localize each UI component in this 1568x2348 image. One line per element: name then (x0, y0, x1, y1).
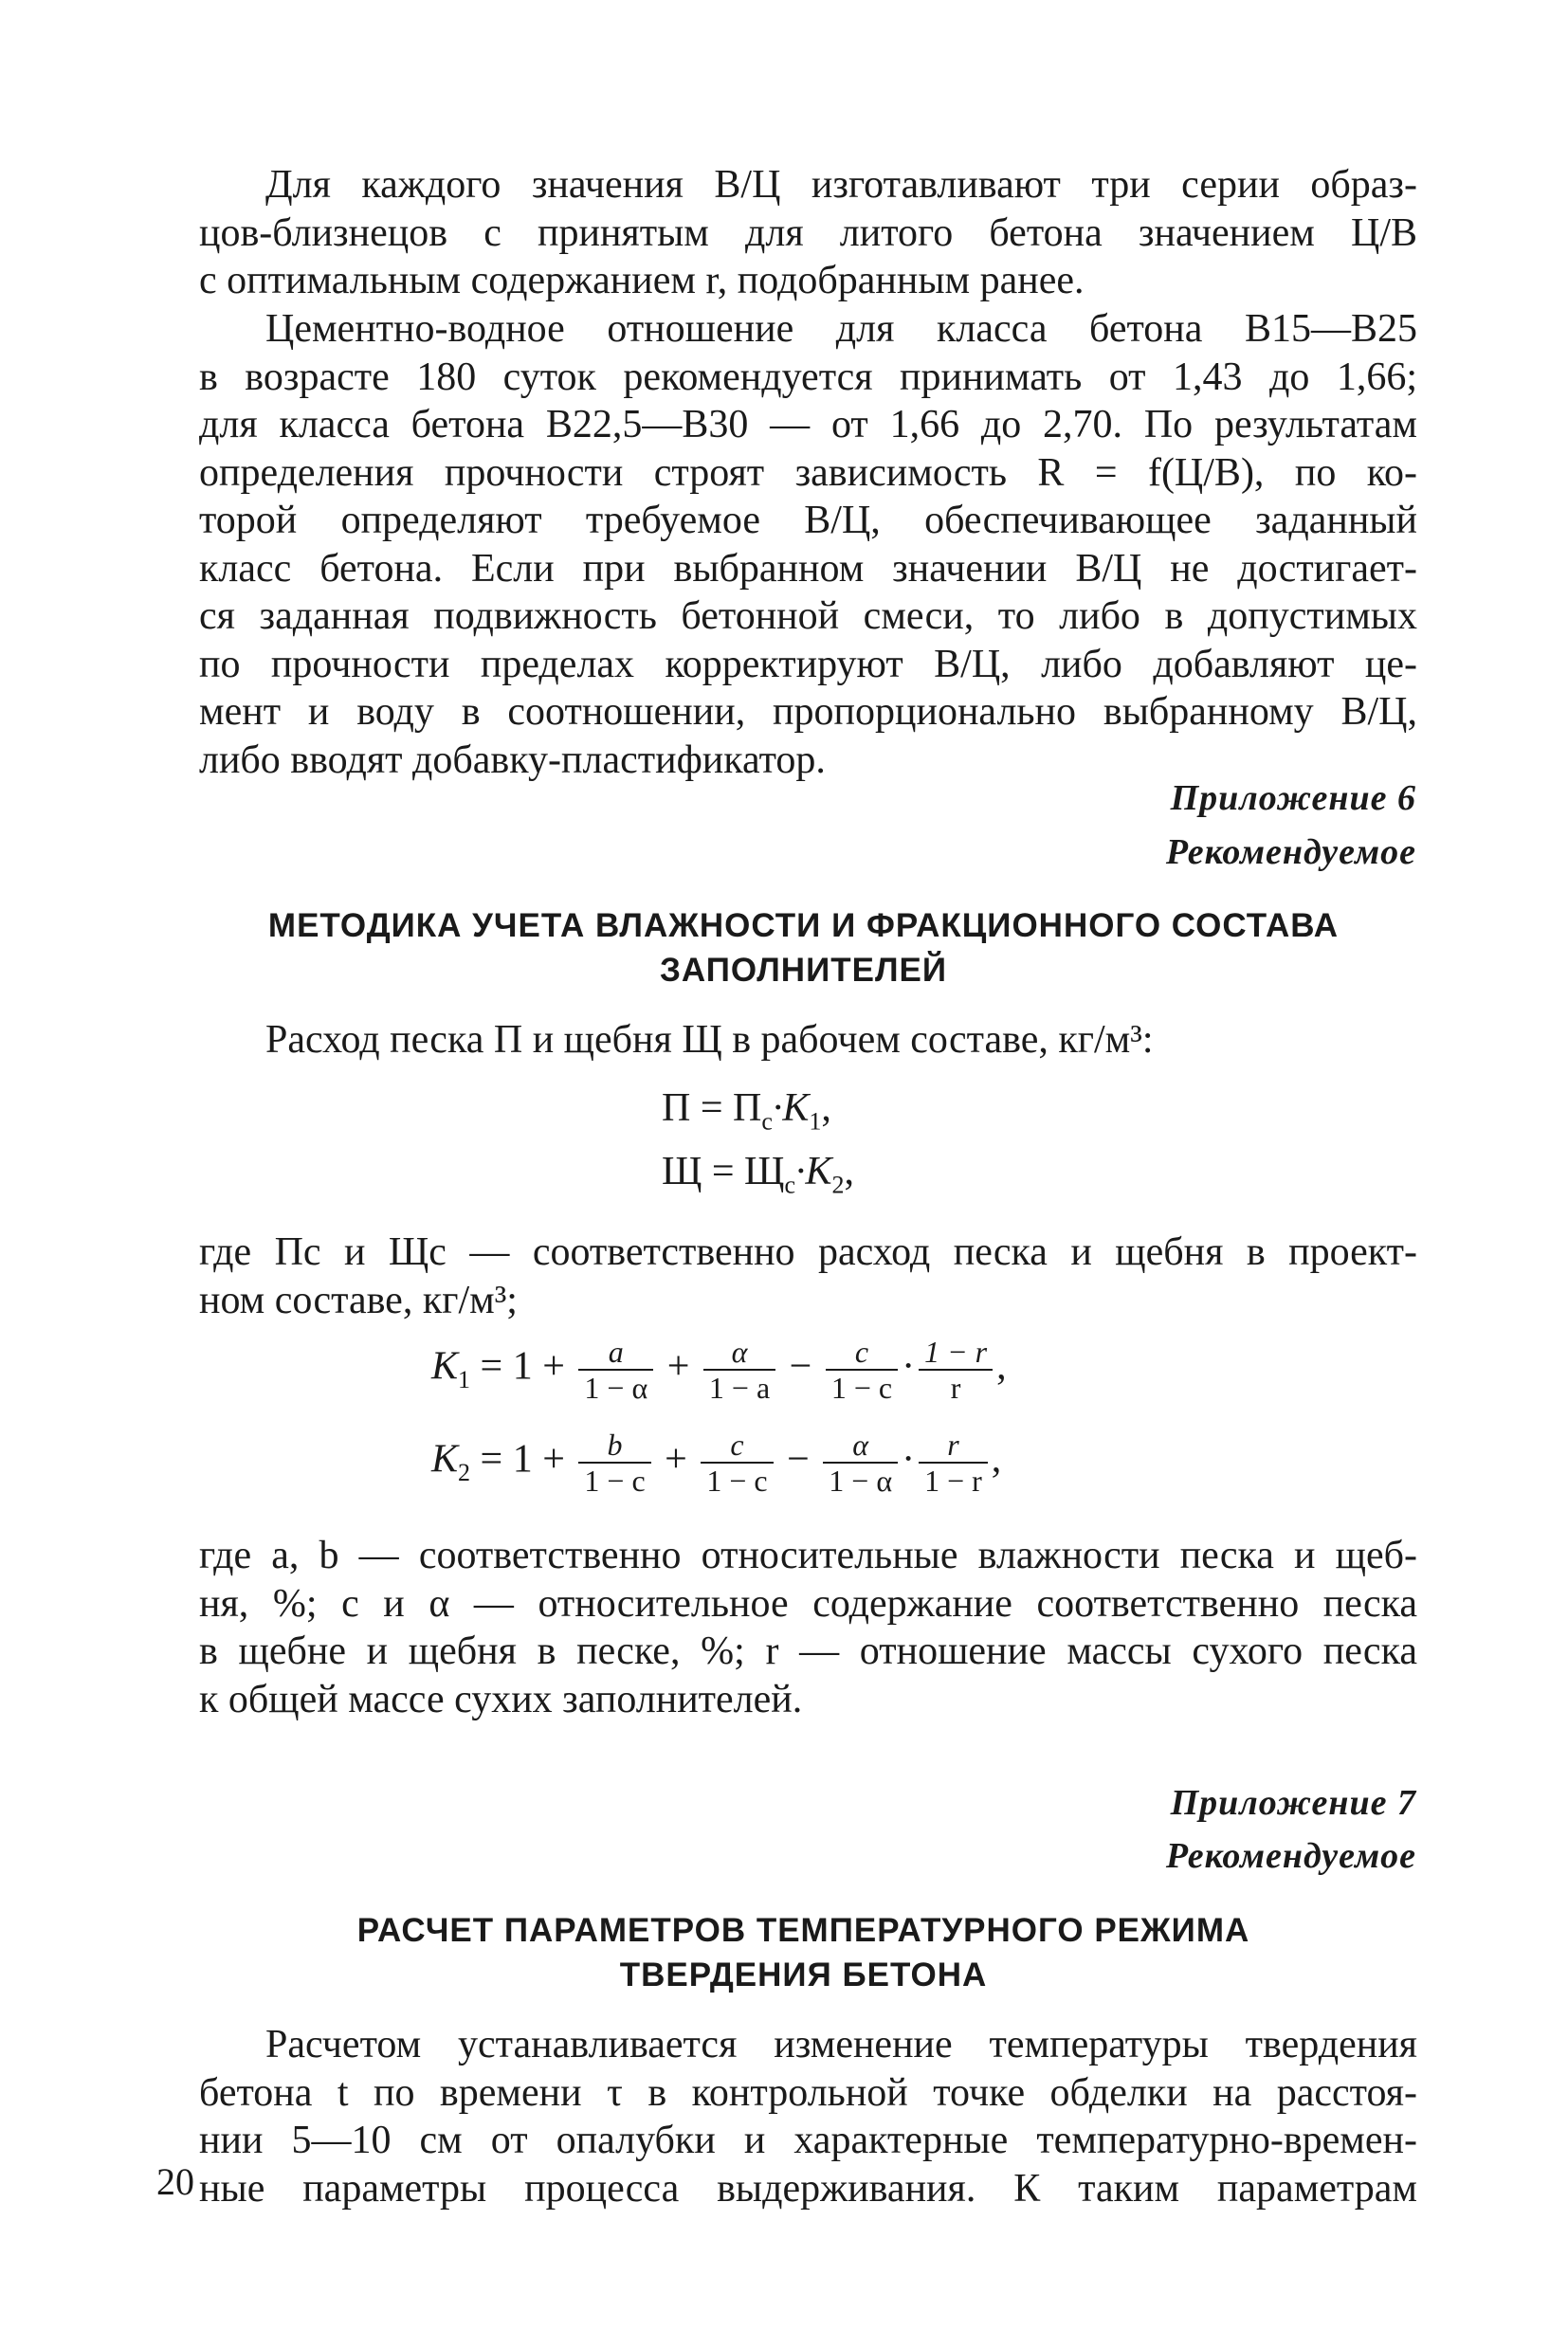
fraction (703, 1335, 775, 1405)
appendix-7-label: Приложение 7 (1170, 1783, 1416, 1823)
formula-text: , (996, 1344, 1007, 1389)
text-line: ном составе, кг/м³; (199, 1278, 518, 1322)
formula-subscript: с (784, 1171, 795, 1199)
fraction-denominator: 1 − c (826, 1369, 898, 1405)
formula-text: = 1 + (480, 1344, 565, 1389)
formula-text: , (991, 1437, 1002, 1482)
formula-text: , (821, 1086, 831, 1130)
appendix-6-title (180, 903, 1427, 992)
text-line: класс бетона. Если при выбранном значении В/Ц не достигает- (199, 546, 1417, 591)
fraction-denominator: 1 − α (578, 1369, 653, 1405)
title-line: МЕТОДИКА УЧЕТА ВЛАЖНОСТИ И ФРАКЦИОННОГО СОСТАВА (267, 907, 1340, 944)
appendix-6-intro (199, 1016, 1417, 1065)
formula-text: = 1 + (480, 1437, 565, 1482)
fraction-numerator: r (947, 1428, 959, 1462)
formula-subscript: 1 (458, 1366, 471, 1394)
fraction-numerator: 1 − r (924, 1335, 988, 1369)
formula-subscript: 2 (458, 1459, 471, 1487)
appendix-7-status: Рекомендуемое (1165, 1836, 1416, 1876)
fraction (823, 1428, 898, 1498)
text-line: ные параметры процесса выдерживания. К таким параметрам (199, 2166, 1417, 2211)
formula-subscript: 2 (831, 1171, 845, 1199)
formula-text: ·K (794, 1150, 832, 1193)
text-line: где a, b — соответственно относительные влажности песка и щеб- (199, 1534, 1417, 1577)
fraction-numerator: α (731, 1335, 748, 1369)
fraction (826, 1335, 898, 1405)
text-line: ся заданная подвижность бетонной смеси, то либо в допустимых (199, 594, 1417, 638)
text-line: Расход песка П и щебня Щ в рабочем составе, кг/м³: (265, 1018, 1154, 1062)
formula-sand (662, 1085, 831, 1136)
paragraph-2 (199, 305, 1417, 784)
fraction-numerator: c (854, 1335, 869, 1369)
text-line: определения прочности строят зависимость R = f(Ц/В), по ко- (199, 450, 1417, 495)
fraction-denominator: 1 − c (701, 1462, 773, 1498)
text-line: Для каждого значения В/Ц изготавливают три серии образ- (265, 163, 1417, 207)
formula-text: − (787, 1437, 810, 1482)
fraction-numerator: α (852, 1428, 869, 1462)
text-line: в щебне и щебня в песке, %; r — отношение массы сухого песка (199, 1629, 1417, 1673)
appendix-6-status: Рекомендуемое (1165, 832, 1416, 872)
text-line: бетона t по времени τ в контрольной точке обделки на расстоя- (199, 2070, 1417, 2115)
formula-k2 (431, 1428, 1001, 1498)
formula-text: − (789, 1344, 812, 1389)
appendix-6-label: Приложение 6 (1170, 778, 1416, 818)
title-line: ЗАПОЛНИТЕЛЕЙ (659, 952, 948, 989)
appendix-6-where-1 (199, 1229, 1417, 1324)
text-line: мент и воду в соотношении, пропорционально выбранному В/Ц, (199, 690, 1417, 734)
formula-text: + (665, 1437, 687, 1482)
formula-text: Щ = Щ (662, 1150, 785, 1193)
fraction (919, 1335, 993, 1405)
formula-text: K (431, 1437, 459, 1482)
fraction-numerator: a (608, 1335, 624, 1369)
appendix-6-where-2 (199, 1532, 1417, 1723)
formula-text: , (844, 1150, 854, 1193)
fraction-numerator: c (730, 1428, 744, 1462)
text-line: где Пс и Щс — соответственно расход песка и щебня в проект- (199, 1230, 1417, 1274)
fraction (701, 1428, 773, 1498)
formula-text: · (902, 1437, 916, 1482)
text-line: Цементно-водное отношение для класса бетона В15—В25 (265, 307, 1417, 351)
page-number: 20 (156, 2160, 194, 2203)
title-line: РАСЧЕТ ПАРАМЕТРОВ ТЕМПЕРАТУРНОГО РЕЖИМА (356, 1912, 1250, 1949)
formula-text: П = П (662, 1086, 762, 1130)
formula-subscript: 1 (809, 1107, 822, 1136)
formula-gravel (662, 1149, 854, 1199)
fraction (578, 1428, 650, 1498)
text-line: нии 5—10 см от опалубки и характерные температурно-времен- (199, 2119, 1417, 2162)
appendix-7-body (199, 2021, 1417, 2212)
text-line: ня, %; c и α — относительное содержание соответственно песка (199, 1581, 1417, 1626)
paragraph-1 (199, 161, 1417, 305)
formula-text: · (902, 1344, 916, 1389)
fraction-denominator: r (919, 1369, 993, 1405)
formula-text: K (431, 1344, 459, 1389)
formula-subscript: с (761, 1107, 773, 1136)
text-line: по прочности пределах корректируют В/Ц, либо добавляют це- (199, 642, 1417, 686)
formula-text: ·K (772, 1086, 810, 1130)
fraction-denominator: 1 − r (919, 1462, 988, 1498)
text-line: в возрасте 180 суток рекомендуется принимать от 1,43 до 1,66; (199, 355, 1417, 399)
title-line: ТВЕРДЕНИЯ БЕТОНА (619, 1957, 988, 1993)
fraction (578, 1335, 653, 1405)
formula-text: + (666, 1344, 690, 1389)
text-line: либо вводят добавку-пластификатор. (199, 737, 826, 782)
text-line: для класса бетона В22,5—В30 — от 1,66 до 2,70. По результатам (199, 403, 1417, 446)
fraction (919, 1428, 988, 1498)
text-line: с оптимальным содержанием r, подобранным ранее. (199, 259, 1085, 302)
text-line: к общей массе сухих заполнителей. (199, 1677, 803, 1721)
appendix-7-title (180, 1908, 1427, 1997)
text-line: цов-близнецов с принятым для литого бетона значением Ц/В (199, 210, 1417, 255)
fraction-denominator: 1 − c (578, 1462, 650, 1498)
fraction-denominator: 1 − α (823, 1462, 898, 1498)
text-line: Расчетом устанавливается изменение температуры твердения (265, 2023, 1417, 2066)
text-line: торой определяют требуемое В/Ц, обеспечивающее заданный (199, 499, 1417, 542)
fraction-denominator: 1 − a (703, 1369, 775, 1405)
fraction-numerator: b (607, 1428, 623, 1462)
formula-k1 (431, 1335, 1007, 1405)
